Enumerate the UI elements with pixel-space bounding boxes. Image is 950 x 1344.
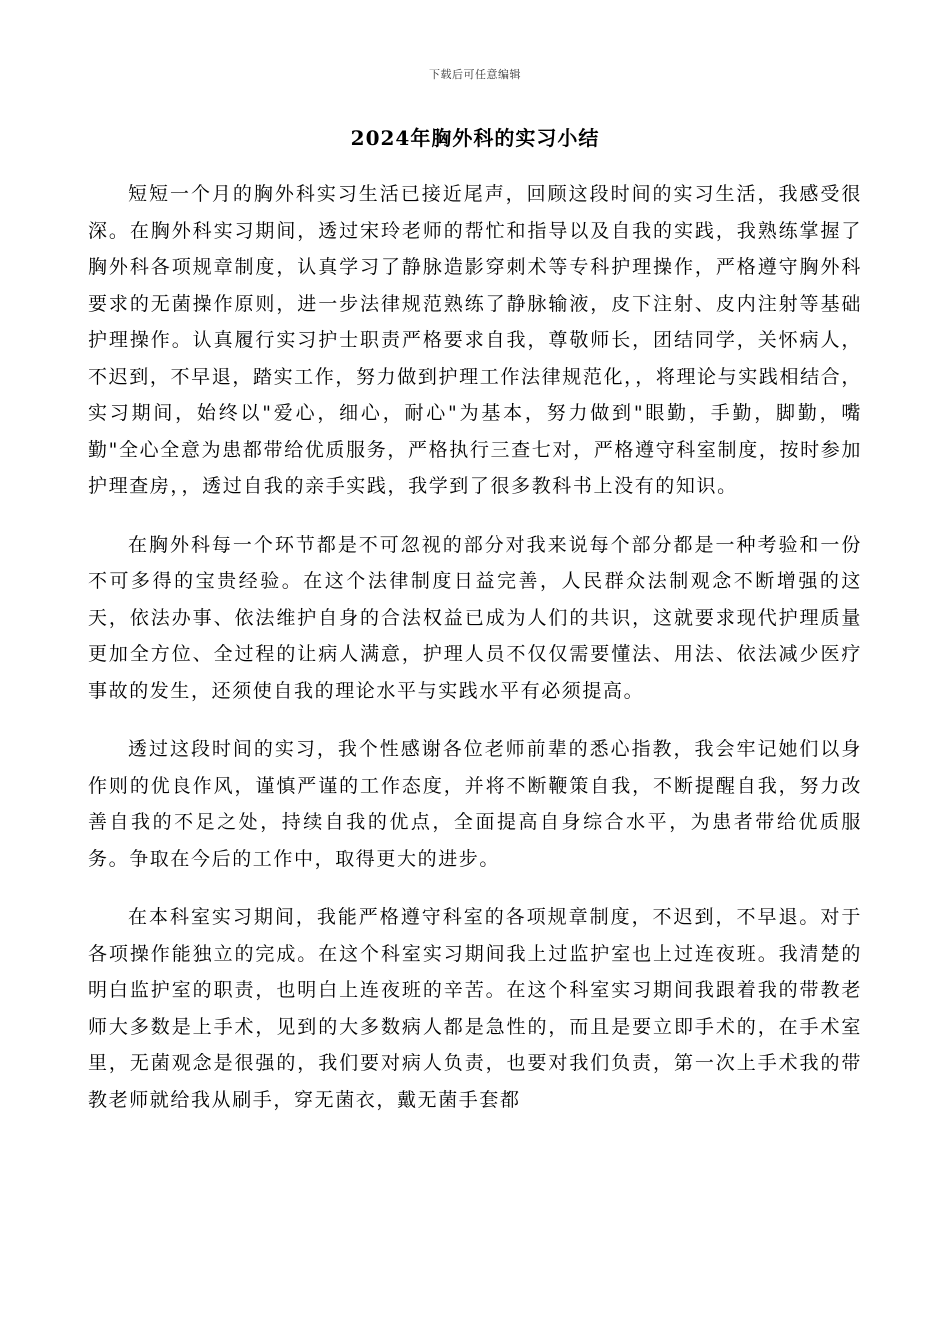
paragraph-3: 透过这段时间的实习，我个性感谢各位老师前辈的悉心指教，我会牢记她们以身作则的优良作风，谨慎严谨的工作态度，并将不断鞭策自我，不断提醒自我，努力改善自我的不足之处，持续自我的优点，全面提高自身综合水平，为患者带给优质服务。争取在今后的工作中，取得更大的进步。: [88, 738, 862, 870]
document-body: [88, 176, 862, 1140]
paragraph-2: 在胸外科每一个环节都是不可忽视的部分对我来说每个部分都是一种考验和一份不可多得的宝贵经验。在这个法律制度日益完善，人民群众法制观念不断增强的这天，依法办事、依法维护自身的合法权益已成为人们的共识，这就要求现代护理质量更加全方位、全过程的让病人满意，护理人员不仅仅需要懂法、用法、依法减少医疗事故的发生，还须使自我的理论水平与实践水平有必须提高。: [88, 533, 862, 702]
document-title: 2024年胸外科的实习小结: [350, 126, 600, 150]
header-note: 下载后可任意编辑: [429, 68, 521, 81]
paragraph-1: 短短一个月的胸外科实习生活已接近尾声，回顾这段时间的实习生活，我感受很深。在胸外科实习期间，透过宋玲老师的帮忙和指导以及自我的实践，我熟练掌握了胸外科各项规章制度，认真学习了静脉造影穿刺术等专科护理操作，严格遵守胸外科要求的无菌操作原则，进一步法律规范熟练了静脉输液，皮下注射、皮内注射等基础护理操作。认真履行实习护士职责严格要求自我，尊敬师长，团结同学，关怀病人，不迟到，不早退，踏实工作，努力做到护理工作法律规范化，，将理论与实践相结合，实习期间，始终以"爱心，细心，耐心"为基本，努力做到"眼勤，手勤，脚勤，嘴勤"全心全意为患都带给优质服务，严格执行三查七对，严格遵守科室制度，按时参加护理查房，，透过自我的亲手实践，我学到了很多教科书上没有的知识。: [88, 183, 862, 497]
paragraph-4: 在本科室实习期间，我能严格遵守科室的各项规章制度，不迟到，不早退。对于各项操作能独立的完成。在这个科室实习期间我上过监护室也上过连夜班。我清楚的明白监护室的职责，也明白上连夜班的辛苦。在这个科室实习期间我跟着我的带教老师大多数是上手术，见到的大多数病人都是急性的，而且是要立即手术的，在手术室里，无菌观念是很强的，我们要对病人负责，也要对我们负责，第一次上手术我的带教老师就给我从刷手，穿无菌衣，戴无菌手套都: [88, 906, 862, 1111]
